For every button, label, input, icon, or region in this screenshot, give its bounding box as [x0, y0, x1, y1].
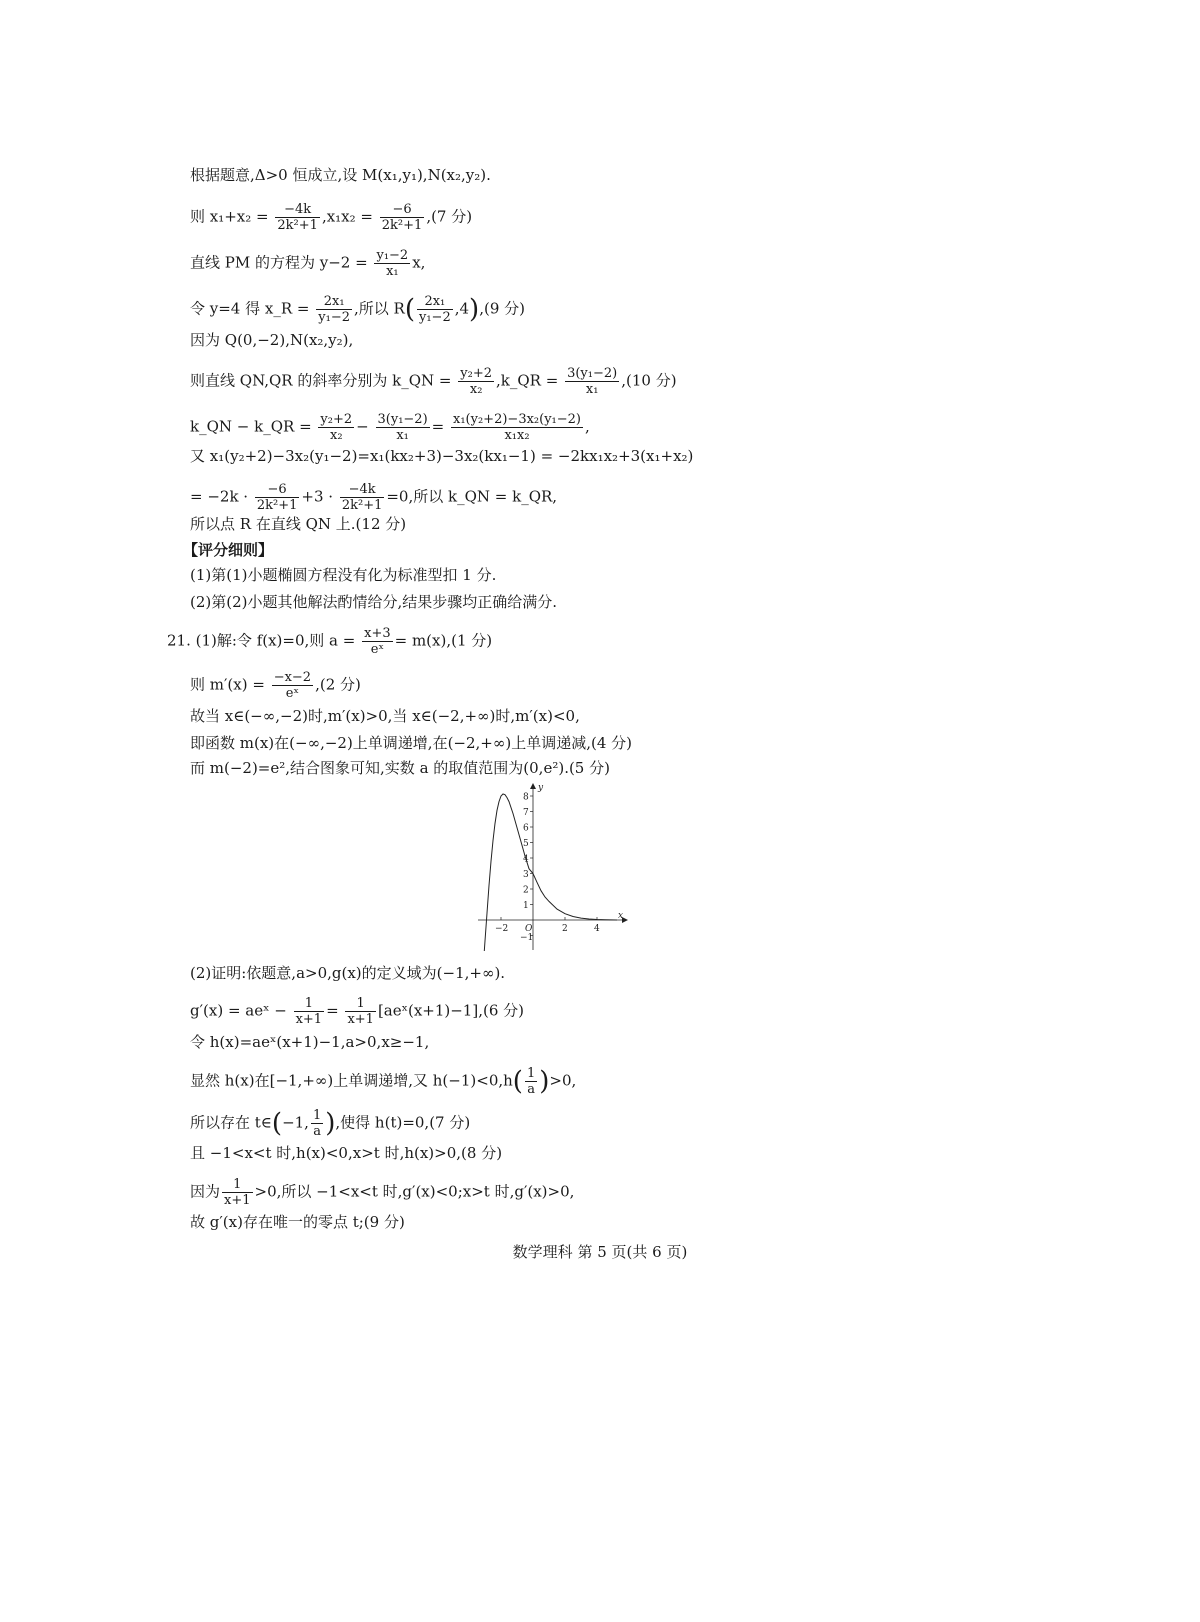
fraction: $\frac{\text{2x₁}}{\text{y₁−2}}$: [419, 294, 451, 325]
text-line-4: 令 y=4 得 x_R = $\frac{\text{2x₁}}{\text{y₁−2}}$ ,所以 R( $\frac{\text{2x₁}}{\text{y₁−2}}$ ,4),(9 分): [190, 294, 525, 325]
fraction: $\frac{-6}{\text{2k²+1}}$: [256, 482, 298, 513]
fraction: $\frac{1}{x+1}$: [295, 996, 323, 1027]
text-line-17: 即函数 m(x)在(−∞,−2)上单调递增,在(−2,+∞)上单调递减,(4 分): [190, 734, 633, 752]
fraction: $\frac{1}{x+1}$: [347, 996, 374, 1027]
fraction: $\frac{\text{3(y₁−2)}}{\text{x₁}}$: [567, 366, 618, 397]
y-tick-label: 1: [523, 901, 529, 911]
text-line-5: 因为 Q(0,−2),N(x₂,y₂),: [190, 331, 354, 349]
text-line-16: 故当 x∈(−∞,−2)时,m′(x)>0,当 x∈(−2,+∞)时,m′(x)<0,: [190, 707, 580, 725]
y-axis-label: y: [538, 783, 544, 793]
text-line-14: 21. (1)解:令 f(x)=0,则 a = $\frac{x+3}{\text{eˣ}}$ = m(x),(1 分): [167, 626, 493, 657]
fraction: $\frac{-6}{\text{2k²+1}}$: [381, 202, 423, 233]
y-tick-label: 4: [523, 854, 529, 865]
text-line-22: 显然 h(x)在[−1,+∞)上单调递增,又 h(−1)<0,h( $\frac{1}{a}$ )>0,: [190, 1066, 577, 1097]
fraction: $\frac{\text{y₂+2}}{\text{x₂}}$: [460, 366, 492, 397]
function-graph: [470, 780, 635, 955]
text-line-19: (2)证明:依题意,a>0,g(x)的定义域为(−1,+∞).: [190, 964, 506, 982]
page-footer: 数学理科 第 5 页(共 6 页): [512, 1243, 688, 1261]
fraction: $\frac{1}{x+1}$: [224, 1177, 251, 1208]
text-line-10: 所以点 R 在直线 QN 上.(12 分): [190, 515, 407, 533]
text-line-2: 则 x₁+x₂ = $\frac{-4k}{\text{2k²+1}}$ ,x₁x₂ = $\frac{-6}{\text{2k²+1}}$ ,(7 分): [190, 202, 473, 233]
text-line-1: 根据题意,Δ>0 恒成立,设 M(x₁,y₁),N(x₂,y₂).: [190, 166, 491, 184]
y-tick-label: 7: [523, 808, 529, 818]
fraction: $\frac{\text{y₁−2}}{\text{x₁}}$: [376, 248, 409, 279]
fraction: $\frac{\text{x₁(y₂+2)−3x₂(y₁−2)}}{\text{x₁x₂}}$: [453, 412, 581, 443]
text-line-26: 故 g′(x)存在唯一的零点 t;(9 分): [190, 1213, 405, 1231]
fraction: $\frac{-4k}{\text{2k²+1}}$: [277, 202, 318, 233]
y-ticks: [530, 796, 533, 936]
text-line-25: 因为 $\frac{1}{x+1}$ >0,所以 −1<x<t 时,g′(x)<0;x>t 时,g′(x)>0,: [190, 1177, 575, 1208]
text-line-13: (2)第(2)小题其他解法酌情给分,结果步骤均正确给满分.: [190, 593, 558, 611]
x-tick-label: −2: [495, 924, 509, 934]
text-line-15: 则 m′(x) = $\frac{-x-2}{\text{eˣ}}$ ,(2 分): [190, 670, 361, 701]
y-tick-label: 2: [523, 885, 529, 896]
x-tick-label: 2: [562, 924, 568, 934]
y-tick-label: 3: [523, 870, 529, 880]
text-line-20: g′(x) = aeˣ − $\frac{1}{x+1}$ = $\frac{1}{x+1}$ [aeˣ(x+1)−1],(6 分): [190, 996, 524, 1027]
x-axis-label: x: [618, 911, 624, 921]
text-line-3: 直线 PM 的方程为 y−2 = $\frac{\text{y₁−2}}{\text{x₁}}$ x,: [190, 248, 426, 279]
text-line-7: k_QN − k_QR = $\frac{\text{y₂+2}}{\text{x₂}}$ − $\frac{\text{3(y₁−2)}}{\text{x₁}}$ = $\frac{\text{x₁(y₂+2)−3x₂(y₁−2)}}{\text{x₁x₂}}$ ,: [190, 412, 590, 443]
section-heading: 【评分细则】: [183, 541, 274, 559]
fraction: $\frac{1}{a}$: [312, 1108, 322, 1139]
fraction: $\frac{-x-2}{\text{eˣ}}$: [273, 670, 312, 701]
fraction: $\frac{\text{2x₁}}{\text{y₁−2}}$: [318, 294, 350, 325]
text-line-6: 则直线 QN,QR 的斜率分别为 k_QN = $\frac{\text{y₂+2}}{\text{x₂}}$ ,k_QR = $\frac{\text{3(y₁−2)}}{\text{x₁}}$ ,(10 分): [190, 366, 677, 397]
text-line-9: = −2k · $\frac{-6}{\text{2k²+1}}$ +3 · $\frac{-4k}{\text{2k²+1}}$ =0,所以 k_QN = k_QR,: [190, 482, 558, 513]
y-tick-label: −1: [520, 933, 534, 943]
fraction: $\frac{-4k}{\text{2k²+1}}$: [341, 482, 383, 513]
text-line-21: 令 h(x)=aeˣ(x+1)−1,a>0,x≥−1,: [190, 1033, 430, 1051]
fraction: $\frac{\text{y₂+2}}{\text{x₂}}$: [320, 412, 353, 443]
x-tick-label: 4: [594, 924, 600, 934]
text-line-12: (1)第(1)小题椭圆方程没有化为标准型扣 1 分.: [190, 566, 497, 584]
origin-label: O: [525, 924, 533, 934]
y-tick-label: 6: [523, 823, 529, 834]
text-line-18: 而 m(−2)=e²,结合图象可知,实数 a 的取值范围为(0,e²).(5 分): [190, 759, 610, 777]
text-line-8: 又 x₁(y₂+2)−3x₂(y₁−2)=x₁(kx₂+3)−3x₂(kx₁−1) = −2kx₁x₂+3(x₁+x₂): [190, 447, 694, 465]
y-tick-label: 5: [523, 839, 529, 849]
fraction: $\frac{1}{a}$: [526, 1066, 536, 1097]
fraction: $\frac{\text{3(y₁−2)}}{\text{x₁}}$: [377, 412, 428, 443]
text-line-23: 所以存在 t∈(−1, $\frac{1}{a}$ ),使得 h(t)=0,(7 分): [190, 1108, 471, 1139]
text-line-24: 且 −1<x<t 时,h(x)<0,x>t 时,h(x)>0,(8 分): [190, 1144, 503, 1162]
y-axis-arrow: [530, 783, 536, 789]
fraction: $\frac{x+3}{\text{eˣ}}$: [364, 626, 391, 657]
y-tick-label: 8: [523, 792, 529, 803]
